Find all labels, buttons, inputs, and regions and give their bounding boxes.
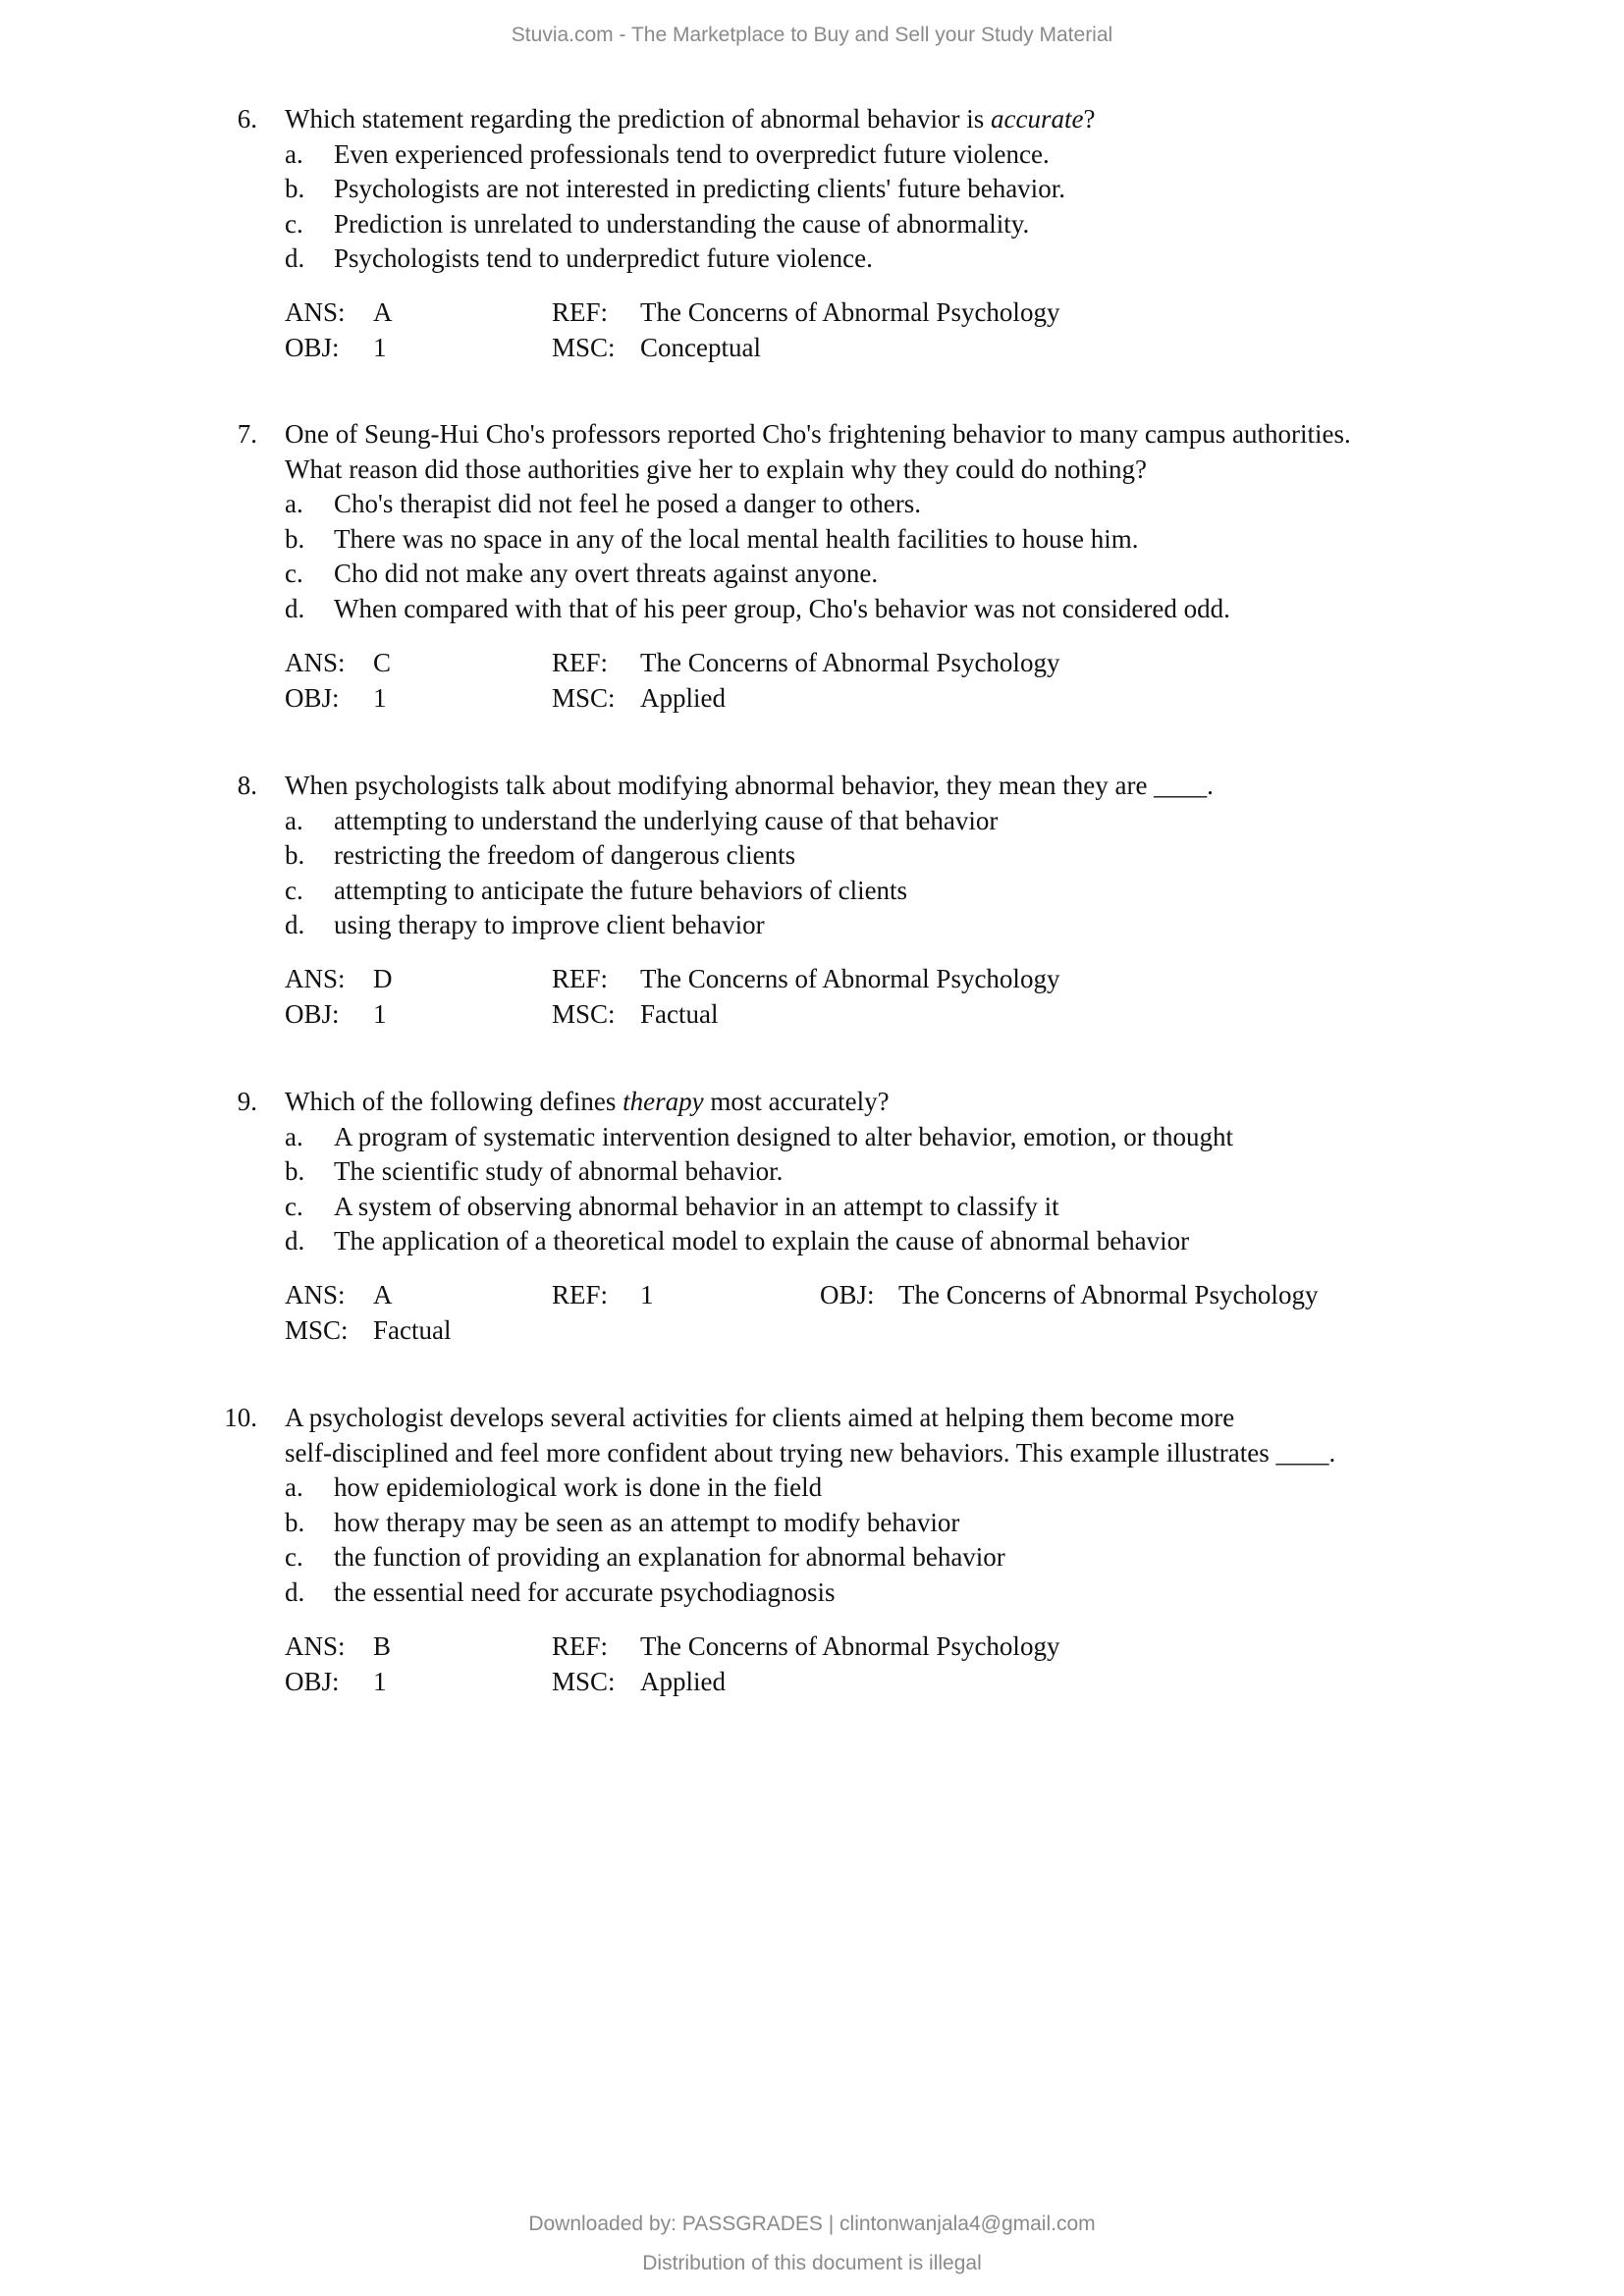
answer-field: ANS: B — [285, 1631, 392, 1661]
answer-field: ANS: A — [285, 1280, 393, 1309]
reference-field: REF: 1 — [552, 1280, 654, 1309]
reference-field: REF: The Concerns of Abnormal Psychology — [552, 1631, 1060, 1661]
question-number: 10. — [224, 1403, 257, 1432]
objective-field: OBJ: 1 — [285, 1666, 387, 1696]
objective-field: OBJ: The Concerns of Abnormal Psychology — [820, 1280, 1319, 1309]
objective-field: OBJ: 1 — [285, 332, 387, 362]
footer-downloaded-by: Downloaded by: PASSGRADES | clintonwanjala4@gmail.com — [528, 2213, 1096, 2235]
reference-field: REF: The Concerns of Abnormal Psychology — [552, 648, 1060, 677]
question-stem-line-2: self-disciplined and feel more confident about trying new behaviors. This example illustrates ____. — [285, 1437, 1336, 1468]
footer-distribution-notice: Distribution of this document is illegal — [642, 2252, 982, 2274]
objective-field: OBJ: 1 — [285, 682, 387, 713]
question-stem-line-1: One of Seung-Hui Cho's professors reported Cho's frightening behavior to many campus authorities. — [285, 419, 1351, 449]
question-number: 6. — [237, 104, 257, 133]
question-number: 9. — [237, 1087, 257, 1116]
question-stem: When psychologists talk about modifying abnormal behavior, they mean they are ____. — [285, 771, 1214, 800]
question-number: 7. — [237, 419, 257, 449]
question-stem-line-2: What reason did those authorities give her to explain why they could do nothing? — [285, 454, 1148, 484]
answer-field: ANS: C — [285, 648, 392, 677]
header-watermark: Stuvia.com - The Marketplace to Buy and Sell your Study Material — [511, 24, 1113, 46]
reference-field: REF: The Concerns of Abnormal Psychology — [552, 297, 1060, 327]
question-stem-line-1: A psychologist develops several activities for clients aimed at helping them become more — [285, 1403, 1235, 1432]
misc-field: MSC: Conceptual — [552, 332, 761, 362]
question-number: 8. — [237, 771, 257, 800]
misc-field: MSC: Factual — [285, 1314, 452, 1345]
answer-field: ANS: D — [285, 964, 393, 993]
question-stem: Which statement regarding the prediction of abnormal behavior is accurate? — [285, 104, 1096, 133]
misc-field: MSC: Factual — [552, 998, 719, 1029]
question-stem: Which of the following defines therapy most accurately? — [285, 1087, 890, 1116]
objective-field: OBJ: 1 — [285, 998, 387, 1029]
misc-field: MSC: Applied — [552, 682, 726, 713]
answer-field: ANS: A — [285, 297, 393, 327]
reference-field: REF: The Concerns of Abnormal Psychology — [552, 964, 1060, 993]
misc-field: MSC: Applied — [552, 1666, 726, 1696]
